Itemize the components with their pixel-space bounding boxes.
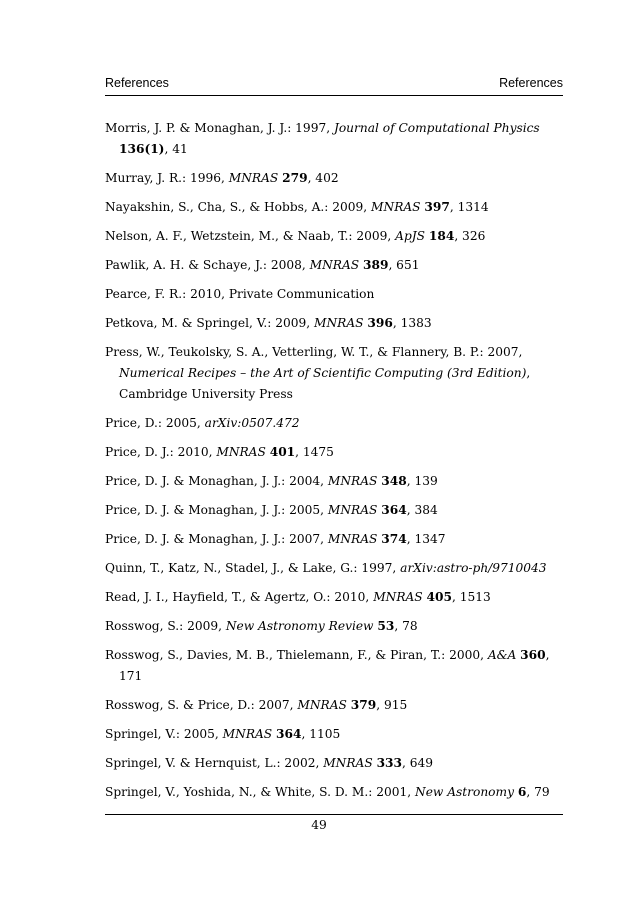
reference-authors: Springel, V.: 2005, [105,727,223,741]
reference-authors: Rosswog, S.: 2009, [105,619,226,633]
reference-pages: , 1314 [449,200,489,214]
reference-pages: , 41 [164,142,188,156]
reference-volume: 389 [362,258,389,272]
reference-entry [105,587,563,608]
reference-journal: MNRAS [373,590,423,604]
reference-pages: , 1347 [406,532,446,546]
page-number: 49 [311,818,327,832]
reference-journal: MNRAS [323,756,373,770]
header-right: References [499,76,563,90]
reference-authors: Pearce, F. R.: 2010, Private Communication [105,287,375,301]
reference-pages: , 326 [454,229,486,243]
reference-authors: Price, D. J. & Monaghan, J. J.: 2007, [105,532,328,546]
reference-entry [105,529,563,550]
reference-journal: MNRAS [314,316,364,330]
reference-entry [105,255,563,276]
reference-volume: 405 [426,590,452,604]
reference-volume: 379 [350,698,377,712]
reference-journal: MNRAS [228,171,279,185]
reference-journal: MNRAS [327,532,378,546]
reference-authors: Nayakshin, S., Cha, S., & Hobbs, A.: 2009, [105,200,372,214]
reference-authors: Nelson, A. F., Wetzstein, M., & Naab, T.: 2009, [105,229,396,243]
reference-volume: 364 [381,503,407,517]
reference-volume: 184 [428,229,455,243]
reference-volume: 396 [367,316,393,330]
running-header [105,76,563,94]
reference-entry [105,413,563,434]
reference-journal: ApJS [395,229,425,243]
reference-authors: Rosswog, S., Davies, M. B., Thielemann, F., & Piran, T.: 2000, [105,648,488,662]
reference-authors: Price, D.: 2005, [105,416,205,430]
reference-volume: 136(1) [119,142,165,156]
reference-authors: Springel, V. & Hernquist, L.: 2002, [105,756,324,770]
header-left: References [105,76,169,90]
reference-entry [105,782,563,803]
reference-entry [105,695,563,716]
reference-volume: 348 [381,474,407,488]
reference-pages: , 651 [388,258,420,272]
reference-journal: MNRAS [327,474,378,488]
reference-authors: Morris, J. P. & Monaghan, J. J.: 1997, [105,121,334,135]
reference-pages: , 384 [406,503,438,517]
reference-entry [105,442,563,463]
reference-authors: Petkova, M. & Springel, V.: 2009, [105,316,315,330]
reference-pages: , 171 [119,648,550,683]
reference-authors: Press, W., Teukolsky, S. A., Vetterling, W. T., & Flannery, B. P.: 2007, [105,345,523,359]
reference-journal: MNRAS [309,258,360,272]
reference-volume: 401 [269,445,296,459]
reference-list [105,118,563,811]
reference-pages: , 402 [307,171,339,185]
header-rule [105,95,563,96]
reference-entry [105,168,563,189]
reference-volume: 333 [376,756,403,770]
reference-entry [105,645,563,687]
reference-entry [105,284,563,305]
reference-authors: Price, D. J.: 2010, [105,445,217,459]
reference-pages: , 78 [394,619,418,633]
reference-journal: MNRAS [297,698,347,712]
reference-journal: Journal of Computational Physics [333,121,540,135]
reference-journal: New Astronomy [415,785,514,799]
reference-entry [105,342,563,405]
reference-volume: 364 [276,727,302,741]
reference-entry [105,616,563,637]
footer-rule [105,814,563,815]
reference-pages: , 915 [376,698,408,712]
reference-authors: Murray, J. R.: 1996, [105,171,229,185]
reference-entry [105,197,563,218]
reference-entry [105,471,563,492]
reference-pages: , Cambridge University Press [119,366,531,401]
reference-pages: , 79 [526,785,550,799]
reference-journal: arXiv:astro-ph/9710043 [400,561,547,575]
reference-journal: MNRAS [327,503,378,517]
reference-journal: MNRAS [371,200,421,214]
reference-pages: , 649 [402,756,434,770]
reference-pages: , 1475 [295,445,334,459]
reference-authors: Quinn, T., Katz, N., Stadel, J., & Lake, G.: 1997, [105,561,401,575]
reference-volume: 6 [517,785,527,799]
reference-volume: 360 [520,648,546,662]
reference-entry [105,558,563,579]
reference-entry [105,118,563,160]
reference-journal: arXiv:0507.472 [204,416,300,430]
reference-entry [105,313,563,334]
reference-entry [105,500,563,521]
reference-pages: , 1383 [392,316,432,330]
reference-volume: 53 [377,619,395,633]
reference-authors: Price, D. J. & Monaghan, J. J.: 2004, [105,474,328,488]
reference-pages: , 1105 [301,727,341,741]
reference-volume: 397 [424,200,450,214]
reference-entry [105,753,563,774]
reference-volume: 374 [381,532,407,546]
reference-journal: Numerical Recipes – the Art of Scientific Computing (3rd Edition) [119,366,527,380]
reference-authors: Read, J. I., Hayfield, T., & Agertz, O.: 2010, [105,590,374,604]
reference-authors: Price, D. J. & Monaghan, J. J.: 2005, [105,503,328,517]
reference-pages: , 139 [406,474,438,488]
reference-journal: MNRAS [216,445,266,459]
reference-pages: , 1513 [452,590,491,604]
reference-authors: Pawlik, A. H. & Schaye, J.: 2008, [105,258,310,272]
reference-journal: A&A [487,648,517,662]
reference-entry [105,724,563,745]
reference-authors: Rosswog, S. & Price, D.: 2007, [105,698,298,712]
reference-volume: 279 [282,171,308,185]
reference-entry [105,226,563,247]
reference-journal: MNRAS [222,727,273,741]
reference-journal: New Astronomy Review [225,619,374,633]
reference-authors: Springel, V., Yoshida, N., & White, S. D. M.: 2001, [105,785,416,799]
